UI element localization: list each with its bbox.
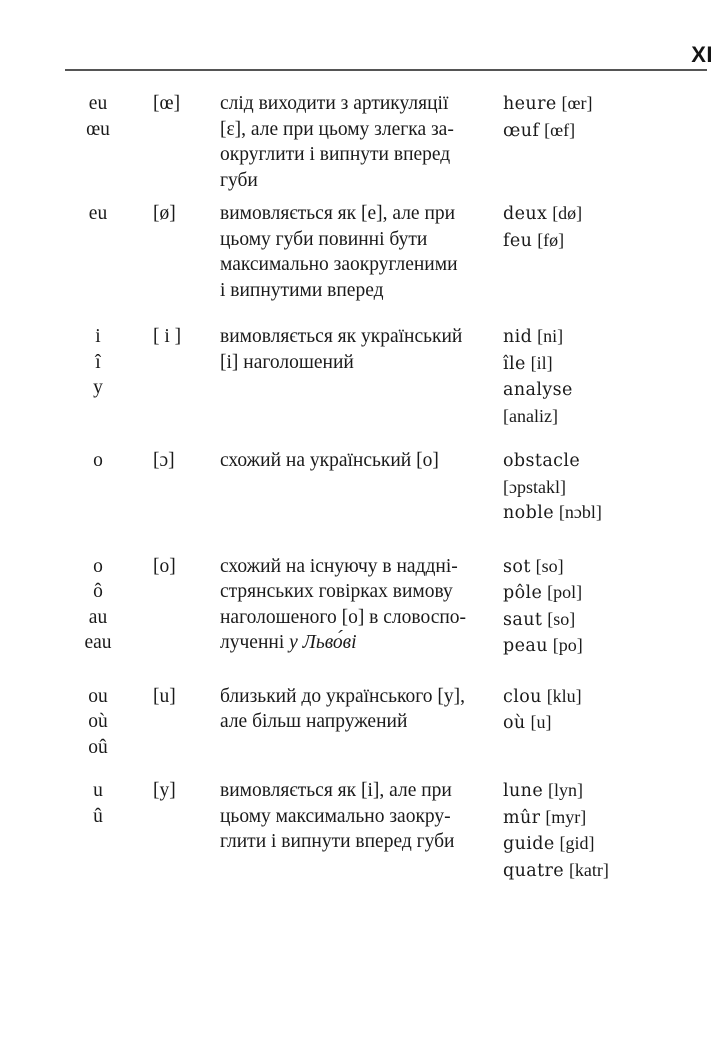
example-line: [503, 580, 665, 607]
example-transcription: [nɔbl]: [558, 502, 602, 522]
example-transcription: [po]: [552, 635, 583, 655]
letter-combination: œu: [86, 118, 110, 140]
description-line: [і] наголошений: [220, 351, 354, 373]
phoneme-cell: [ø]: [153, 203, 176, 224]
example-word: nid: [503, 327, 533, 347]
example-word: clou: [503, 686, 542, 707]
example-line: [503, 118, 665, 145]
example-word: où: [503, 713, 526, 733]
example-word: mûr: [503, 807, 541, 828]
description-line: вимовляється як український: [220, 326, 463, 347]
letters-cell: [65, 91, 131, 142]
example-transcription: [katr]: [568, 859, 609, 880]
description-line: близький до українського [у],: [220, 685, 465, 707]
example-transcription: [dø]: [552, 203, 583, 223]
letters-cell: [65, 448, 131, 474]
description-line: слід виходити з артикуляції: [220, 93, 449, 114]
letters-cell: [65, 684, 131, 761]
phoneme-cell: [ i ]: [153, 326, 182, 347]
table-row: [65, 778, 665, 884]
description-cell: [220, 91, 503, 193]
examples-cell: [503, 684, 665, 737]
description-line: округлити і випнути вперед: [220, 144, 451, 165]
example-word: sot: [503, 556, 531, 577]
example-line: [503, 201, 665, 228]
example-line: [503, 684, 665, 711]
description-line: [ε], але при цьому злегка за-: [220, 118, 454, 140]
example-line: [503, 858, 665, 885]
example-transcription: [fø]: [537, 229, 565, 250]
example-transcription: [myr]: [545, 806, 587, 827]
letter-combination: ou: [88, 685, 108, 707]
letter-combination: i: [95, 326, 101, 347]
table-row: [65, 448, 665, 527]
example-word: noble: [503, 503, 554, 523]
example-line: [503, 91, 665, 118]
example-line: [503, 554, 665, 581]
example-transcription: [ni]: [537, 326, 564, 346]
table-row: [65, 91, 665, 193]
example-line: [503, 831, 665, 858]
phoneme-cell: [ɔ]: [153, 450, 175, 471]
phoneme-cell: [o]: [153, 555, 176, 577]
example-transcription: [so]: [535, 555, 564, 576]
description-cell: [220, 684, 503, 735]
examples-cell: [503, 778, 665, 884]
description-line: схожий на існуючу в наддні-: [220, 555, 458, 577]
letters-cell: [65, 554, 131, 656]
example-line: [503, 228, 665, 255]
description-cell: [220, 201, 503, 303]
example-transcription: [pol]: [547, 582, 583, 602]
letter-combination: u: [93, 780, 103, 801]
letter-combination: au: [88, 606, 108, 628]
description-line: глити і випнути вперед губи: [220, 831, 455, 852]
table-row: [65, 201, 665, 303]
letter-combination: oû: [88, 736, 108, 758]
example-transcription: [u]: [530, 712, 552, 732]
example-line: [503, 448, 665, 475]
example-transcription: [il]: [530, 352, 553, 373]
example-transcription: [lyn]: [547, 780, 583, 800]
example-word: œuf: [503, 120, 540, 141]
letter-combination: ô: [93, 581, 103, 602]
example-word: heure: [503, 94, 557, 114]
description-line: цьому максимально заокру-: [220, 805, 451, 827]
table-row: [65, 554, 665, 660]
description-cell: [220, 554, 503, 656]
letters-cell: [65, 778, 131, 829]
example-line: [503, 710, 665, 737]
description-line: вимовляється як [i], але при: [220, 780, 452, 801]
example-line: [503, 475, 665, 501]
description-line: схожий на український [о]: [220, 450, 439, 471]
example-word: analyse: [503, 380, 573, 400]
letter-combination: eau: [84, 632, 112, 653]
letter-combination: o: [93, 450, 103, 471]
letter-combination: eu: [88, 93, 108, 114]
example-line: [503, 607, 665, 634]
example-word: île: [503, 353, 526, 374]
description-line: стрянських говірках вимову: [220, 581, 453, 602]
examples-cell: [503, 324, 665, 429]
letters-cell: [65, 201, 131, 227]
example-line: [503, 778, 665, 805]
example-word: guide: [503, 834, 555, 854]
description-line: але більш напружений: [220, 711, 408, 732]
description-line: і випнутими вперед: [220, 279, 384, 301]
description-line: [220, 630, 495, 656]
example-word: lune: [503, 781, 544, 801]
example-word: pôle: [503, 583, 543, 603]
description-line: губи: [220, 169, 258, 191]
example-word: obstacle: [503, 451, 581, 471]
description-line: максимально заокругленими: [220, 254, 458, 275]
phoneme-cell: [u]: [153, 685, 176, 707]
phoneme-cell: [y]: [153, 780, 176, 801]
example-transcription: [analiz]: [503, 405, 558, 426]
example-transcription: [œr]: [561, 93, 593, 113]
letters-cell: [65, 324, 131, 401]
example-line: [503, 500, 665, 527]
example-transcription: [klu]: [546, 685, 582, 706]
description-line: цьому губи повинні бути: [220, 228, 428, 250]
description-segment: у Льво́ві: [289, 632, 357, 653]
phoneme-cell: [œ]: [153, 93, 181, 114]
letter-combination: î: [95, 351, 101, 373]
example-line: [503, 633, 665, 660]
table-row: [65, 324, 665, 429]
example-word: saut: [503, 609, 543, 630]
example-line: [503, 404, 665, 430]
description-line: наголошеного [о] в словоспо-: [220, 606, 467, 628]
letter-combination: o: [93, 555, 103, 577]
example-line: [503, 377, 665, 404]
example-word: quatre: [503, 860, 565, 881]
example-transcription: [so]: [547, 608, 576, 629]
letter-combination: y: [93, 377, 103, 398]
examples-cell: [503, 554, 665, 660]
description-cell: [220, 778, 503, 855]
example-transcription: [gid]: [559, 833, 595, 853]
letter-combination: où: [88, 711, 108, 732]
example-transcription: [œf]: [544, 119, 576, 140]
description-cell: [220, 448, 503, 474]
example-line: [503, 805, 665, 832]
table-row: [65, 684, 665, 761]
letter-combination: û: [93, 805, 103, 827]
pronunciation-table: [65, 91, 665, 884]
page-number: XI: [691, 42, 713, 67]
example-word: deux: [503, 204, 548, 224]
description-segment: лученні: [220, 632, 290, 653]
header-rule-divider: [65, 69, 707, 71]
description-cell: [220, 324, 503, 375]
example-transcription: [ɔpstakl]: [503, 476, 566, 497]
examples-cell: [503, 448, 665, 527]
example-word: feu: [503, 230, 533, 251]
example-line: [503, 324, 665, 351]
letter-combination: eu: [88, 203, 108, 224]
example-word: peau: [503, 636, 548, 656]
description-line: вимовляється як [e], але при: [220, 203, 456, 224]
examples-cell: [503, 201, 665, 254]
examples-cell: [503, 91, 665, 144]
example-line: [503, 351, 665, 378]
